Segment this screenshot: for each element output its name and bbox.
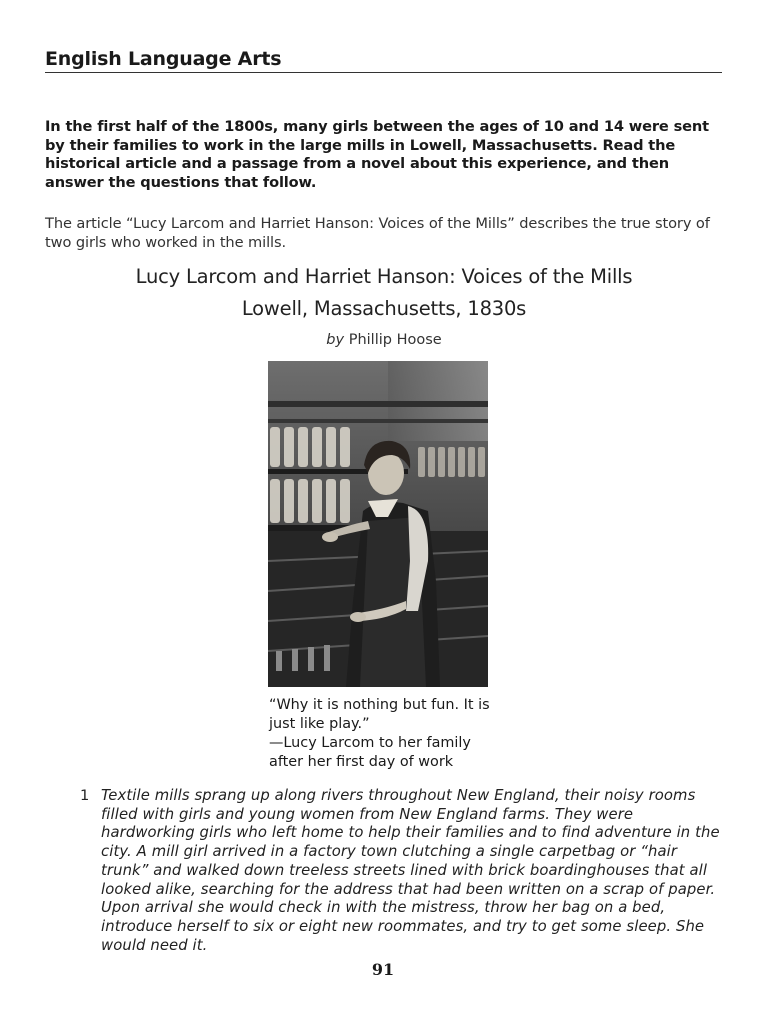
photo-caption <box>269 696 499 772</box>
section-header <box>45 48 722 73</box>
intro-instructions: In the first half of the 1800s, many girls between the ages of 10 and 14 were sent by their families to work in the large mills in Lowell, Massachusetts. Read the historical article and a passage from a novel about this experience, and then answer the questions that follow. <box>45 118 709 191</box>
byline <box>0 332 768 348</box>
page-number: 91 <box>371 960 395 979</box>
byline-author: Phillip Hoose <box>348 332 442 348</box>
mill-girl-photo <box>268 361 488 687</box>
paragraph-text: Textile mills sprang up along rivers throughout New England, their noisy rooms filled with girls and young women from New England farms. They were hardworking girls who left home to help their families and to find adventure in the city. A mill girl arrived in a factory town clutching a single carpetbag or “hair trunk” and walked down treeless streets lined with brick boardinghouses that all looked alike, searching for the address that had been written on a scrap of paper. Upon arrival she would check in with the mistress, throw her bag on a bed, introduce herself to six or eight new roommates, and try to get some sleep. She would need it. <box>101 787 720 954</box>
section-title: English Language Arts <box>45 48 282 70</box>
article-subtitle: Lowell, Massachusetts, 1830s <box>241 297 527 320</box>
article-title: Lucy Larcom and Harriet Hanson: Voices of the Mills <box>135 265 633 288</box>
article-lead: The article “Lucy Larcom and Harriet Hanson: Voices of the Mills” describes the true story of two girls who worked in the mills. <box>45 215 710 251</box>
caption-quote: “Why it is nothing but fun. It is just like play.” <box>269 697 490 732</box>
byline-by: by <box>326 332 345 348</box>
paragraph-number: 1 <box>80 787 90 804</box>
caption-attribution: —Lucy Larcom to her family after her first day of work <box>269 735 471 770</box>
